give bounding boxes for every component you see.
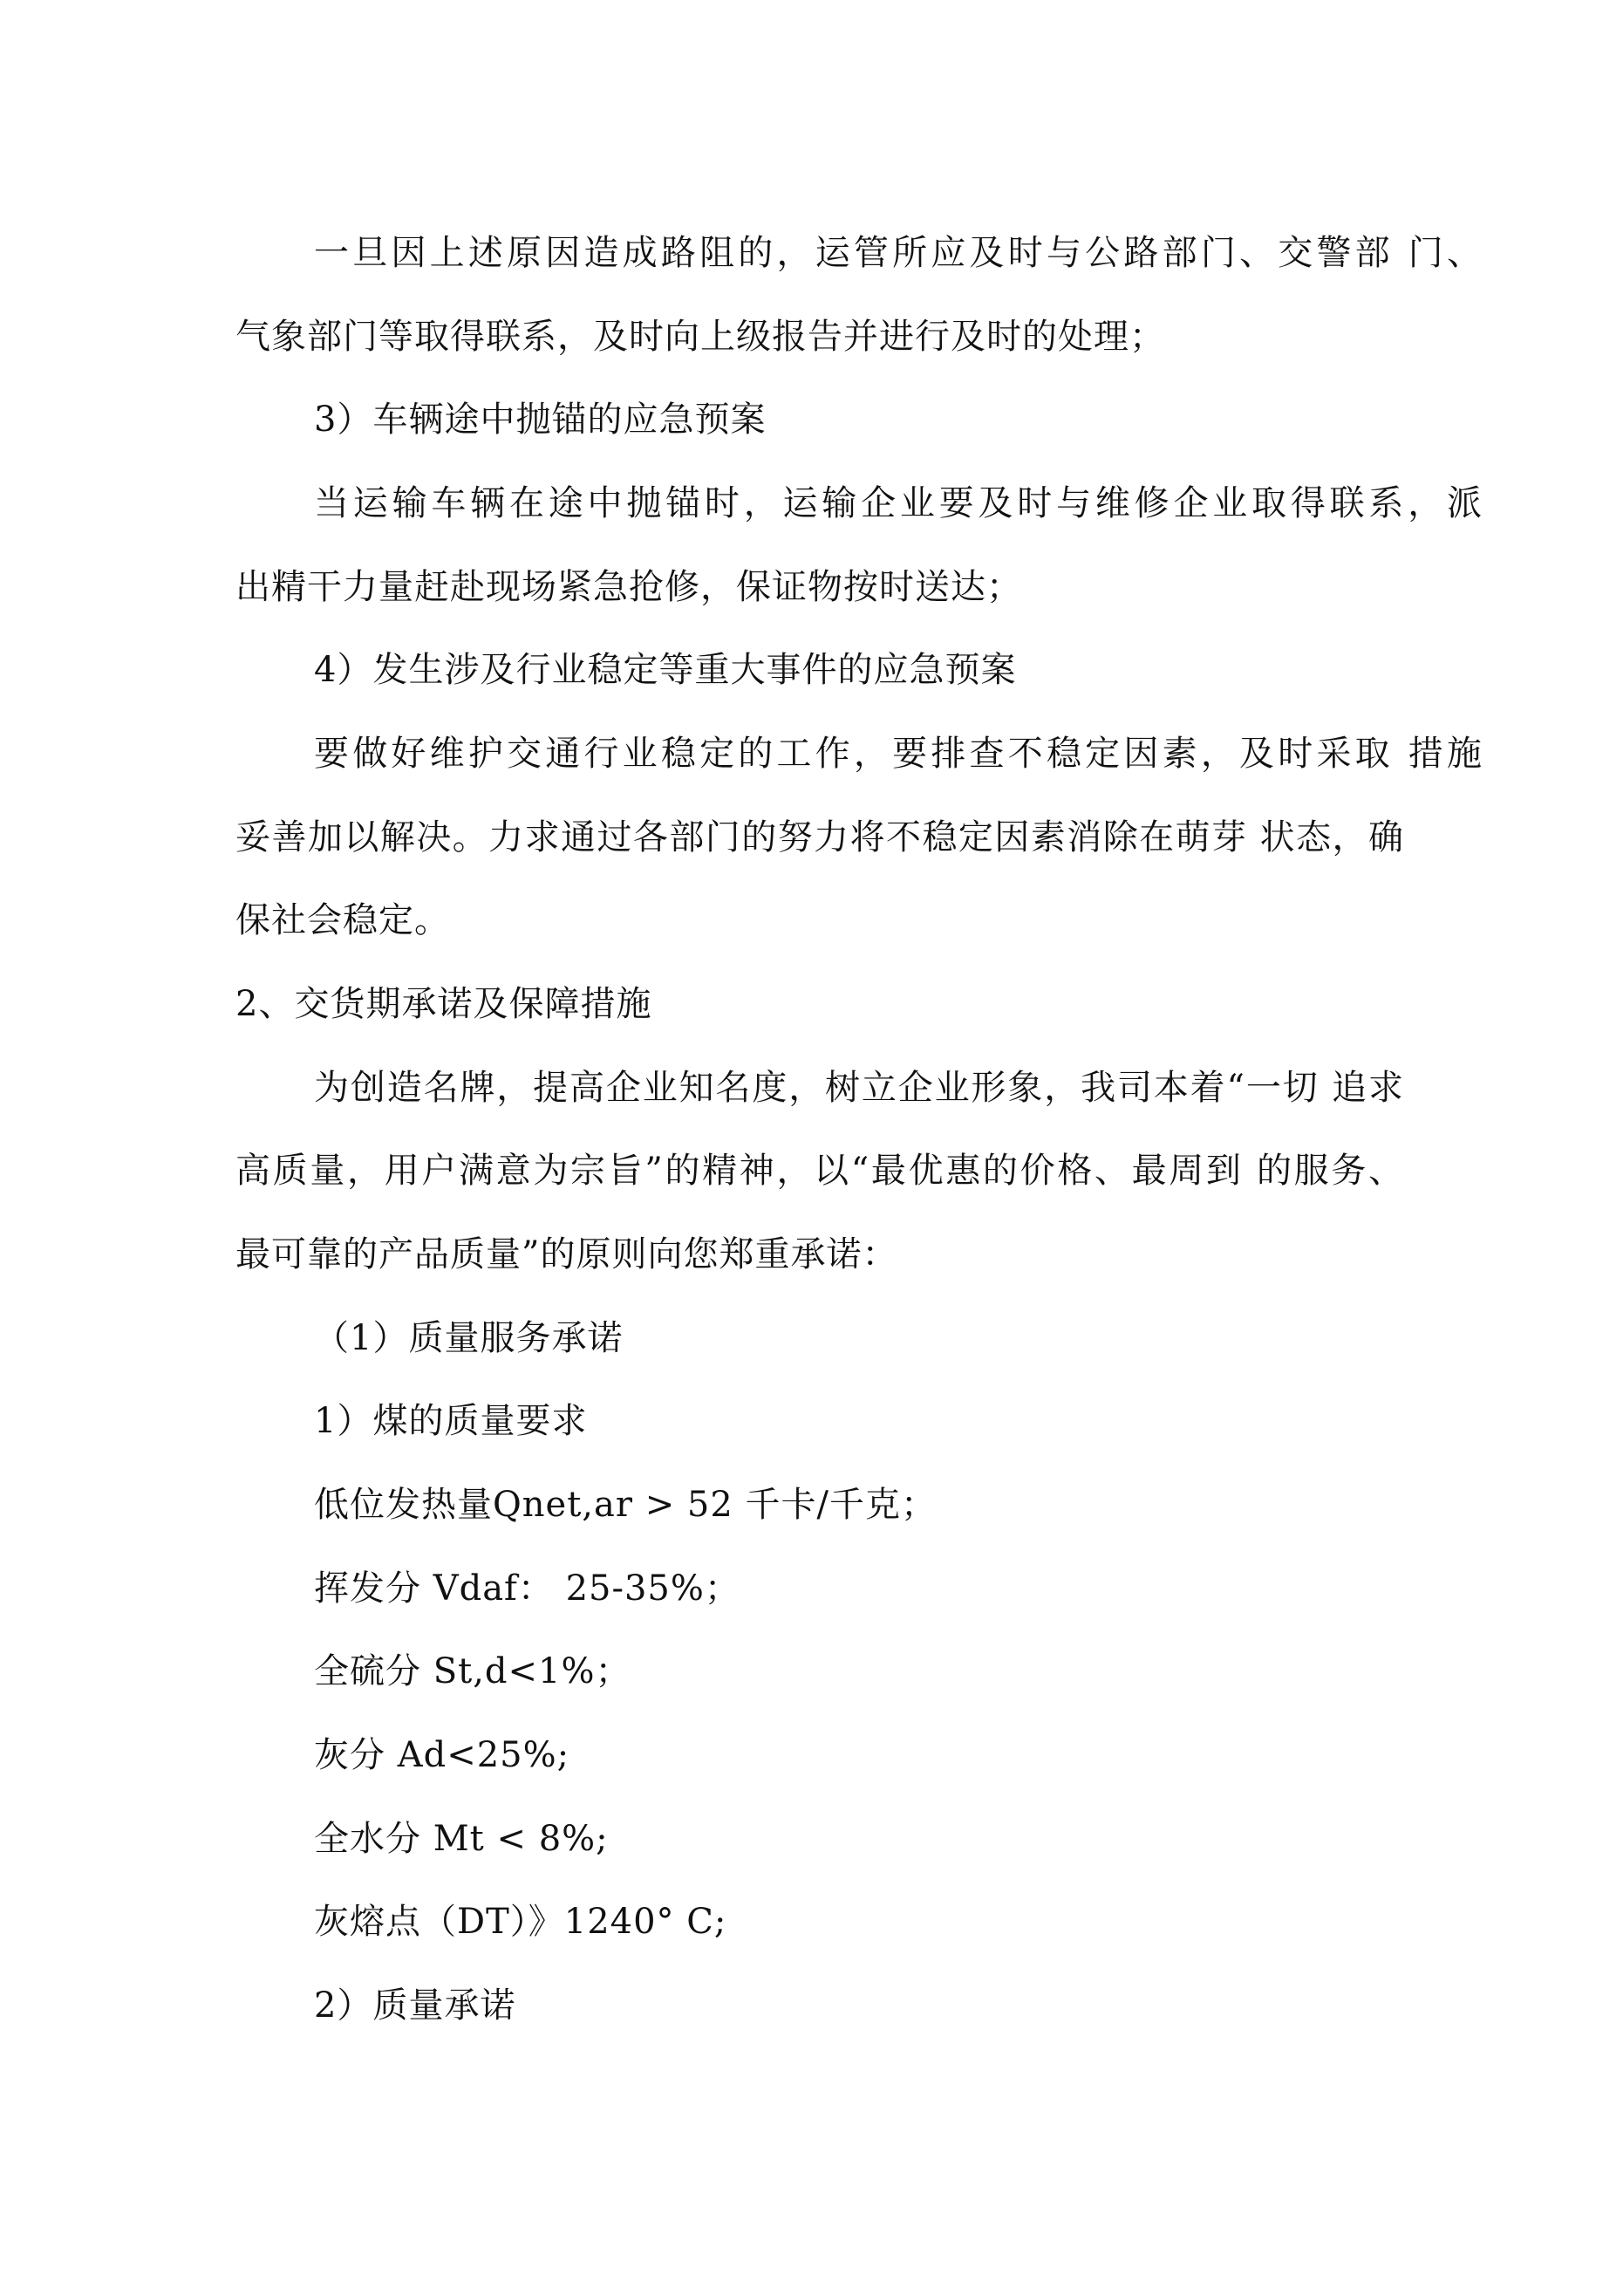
item-heading: 1）煤的质量要求 [314, 1401, 588, 1441]
paragraph-line: 高质量，用户满意为宗旨”的精神，以“最优惠的价格、最周到 的服务、 [235, 1151, 1404, 1191]
paragraph-line: 一旦因上述原因造成路阻的，运管所应及时与公路部门、交警部 门、 [314, 233, 1483, 273]
paragraph-line: 最可靠的产品质量”的原则向您郑重承诺： [235, 1234, 898, 1274]
item-heading: 3）车辆途中抛锚的应急预案 [314, 400, 767, 440]
item-heading: 4）发生涉及行业稳定等重大事件的应急预案 [314, 650, 1017, 690]
spec-line: 灰分 Ad<25%; [314, 1735, 570, 1775]
paragraph-line: 要做好维护交通行业稳定的工作，要排查不稳定因素，及时采取 措施 [314, 734, 1483, 774]
paragraph-line: 妥善加以解决。力求通过各部门的努力将不稳定因素消除在萌芽 状态，确 [235, 817, 1404, 858]
spec-line: 低位发热量Qnet,ar > 52 千卡/千克； [314, 1485, 938, 1525]
spec-line: 灰熔点（DT）》1240° C; [314, 1902, 727, 1942]
item-heading: 2）质量承诺 [314, 1985, 516, 2026]
paragraph-line: 出精干力量赶赴现场紧急抢修，保证物按时送达； [235, 567, 1022, 607]
spec-line: 挥发分 Vdaf： 25-35%； [314, 1568, 740, 1609]
subsection-heading: （1）质量服务承诺 [314, 1318, 624, 1358]
section-heading: 2、交货期承诺及保障措施 [235, 984, 652, 1024]
paragraph-line: 当运输车辆在途中抛锚时，运输企业要及时与维修企业取得联系，派 [314, 483, 1483, 523]
spec-line: 全硫分 St,d<1%； [314, 1651, 631, 1691]
paragraph-line: 保社会稳定。 [235, 900, 450, 940]
paragraph-line: 为创造名牌，提高企业知名度，树立企业形象，我司本着“一切 追求 [314, 1068, 1404, 1108]
spec-line: 全水分 Mt < 8%; [314, 1819, 609, 1859]
paragraph-line: 气象部门等取得联系，及时向上级报告并进行及时的处理； [235, 317, 1165, 357]
